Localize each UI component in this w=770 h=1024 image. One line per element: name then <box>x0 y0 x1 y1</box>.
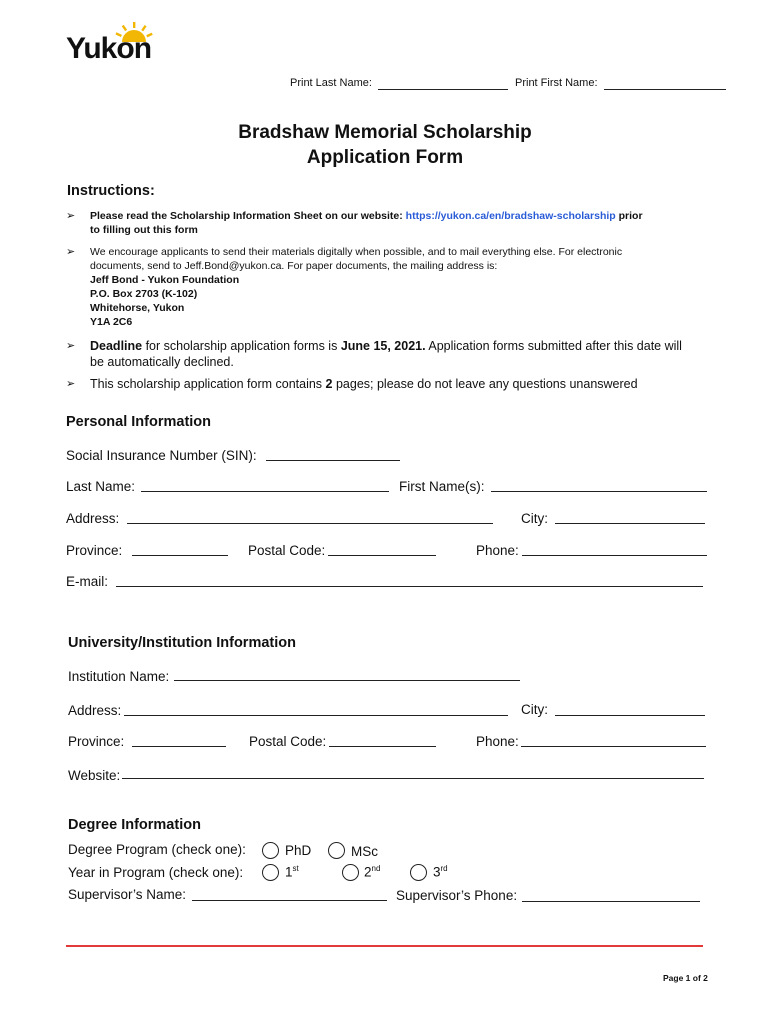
last-name-label: Last Name: <box>66 479 136 494</box>
mailing-address-line-1: Jeff Bond - Yukon Foundation <box>90 274 240 286</box>
province-label: Province: <box>66 543 123 558</box>
instruction-3-text: for scholarship application forms is <box>142 339 341 353</box>
degree-program-label: Degree Program (check one): <box>68 842 246 857</box>
institution-city-input[interactable] <box>555 715 705 716</box>
supervisor-phone-input[interactable] <box>522 901 700 902</box>
title-line-1: Bradshaw Memorial Scholarship <box>238 122 532 143</box>
year-1-radio[interactable] <box>262 864 279 881</box>
institution-phone-label: Phone: <box>476 734 519 749</box>
supervisor-name-label: Supervisor’s Name: <box>68 887 187 902</box>
institution-address-input[interactable] <box>124 715 508 716</box>
instruction-item-1 <box>90 209 643 237</box>
year-3-radio[interactable] <box>410 864 427 881</box>
university-info-heading: University/Institution Information <box>68 635 296 651</box>
institution-address-label: Address: <box>68 703 122 718</box>
institution-name-input[interactable] <box>174 680 520 681</box>
sin-input[interactable] <box>266 460 400 461</box>
print-first-name-input[interactable] <box>604 89 726 90</box>
year-2-number: 2 <box>364 864 372 880</box>
print-first-name-label: Print First Name: <box>515 77 598 89</box>
print-last-name-label: Print Last Name: <box>290 77 372 89</box>
year-3-label <box>433 864 448 880</box>
logo-text: Yukon <box>66 32 152 65</box>
province-input[interactable] <box>132 555 228 556</box>
email-label: E-mail: <box>66 574 109 589</box>
bullet-arrow-icon: ➢ <box>66 246 76 258</box>
instruction-1-line-2: to filling out this form <box>90 224 198 236</box>
year-in-program-label: Year in Program (check one): <box>68 865 244 880</box>
mailing-address-line-3: Whitehorse, Yukon <box>90 302 185 314</box>
institution-city-label: City: <box>521 702 548 717</box>
degree-info-heading: Degree Information <box>68 817 201 833</box>
postal-code-label: Postal Code: <box>248 543 326 558</box>
yukon-logo <box>66 22 160 66</box>
instruction-item-3 <box>90 338 682 370</box>
instruction-4-text-b: pages; please do not leave any questions unanswered <box>332 377 638 391</box>
instruction-1-text-b: prior <box>615 210 643 222</box>
year-1-label <box>285 864 299 880</box>
page-number: Page 1 of 2 <box>663 973 708 983</box>
mailing-address-line-4: Y1A 2C6 <box>90 316 133 328</box>
institution-postal-label: Postal Code: <box>249 734 327 749</box>
year-1-number: 1 <box>285 864 293 880</box>
personal-info-heading: Personal Information <box>66 414 212 430</box>
scholarship-link[interactable]: https://yukon.ca/en/bradshaw-scholarship <box>405 210 616 222</box>
last-name-input[interactable] <box>141 491 389 492</box>
footer-divider <box>66 945 703 947</box>
print-last-name-input[interactable] <box>378 89 508 90</box>
mailing-address-line-2: P.O. Box 2703 (K-102) <box>90 288 198 300</box>
institution-phone-input[interactable] <box>521 746 706 747</box>
sin-label: Social Insurance Number (SIN): <box>66 448 257 463</box>
year-3-suffix: rd <box>440 864 448 873</box>
phone-label: Phone: <box>476 543 519 558</box>
year-1-suffix: st <box>292 864 299 873</box>
msc-radio[interactable] <box>328 842 345 859</box>
deadline-date: June 15, 2021. <box>340 339 426 353</box>
bullet-arrow-icon: ➢ <box>66 210 76 222</box>
institution-province-input[interactable] <box>132 746 226 747</box>
year-2-radio[interactable] <box>342 864 359 881</box>
instruction-2-line-2: documents, send to Jeff.Bond@yukon.ca. For paper documents, the mailing address is: <box>90 260 498 272</box>
website-input[interactable] <box>122 778 704 779</box>
instruction-3-text-b: Application forms submitted after this date will <box>425 339 682 353</box>
first-names-label: First Name(s): <box>399 479 485 494</box>
supervisor-phone-label: Supervisor’s Phone: <box>396 888 518 903</box>
email-input[interactable] <box>116 586 703 587</box>
instruction-2-line-1: We encourage applicants to send their materials digitally when possible, and to mail everything else. For electronic <box>90 246 623 258</box>
instruction-item-2 <box>90 245 622 329</box>
address-label: Address: <box>66 511 120 526</box>
deadline-label: Deadline <box>90 339 143 353</box>
postal-code-input[interactable] <box>328 555 436 556</box>
supervisor-name-input[interactable] <box>192 900 387 901</box>
instruction-1-text: Please read the Scholarship Information Sheet on our website: <box>90 210 406 222</box>
institution-name-label: Institution Name: <box>68 669 170 684</box>
phd-label: PhD <box>285 843 312 858</box>
year-2-suffix: nd <box>371 864 381 873</box>
instructions-heading: Instructions: <box>67 183 155 199</box>
year-2-label <box>364 864 380 880</box>
institution-postal-input[interactable] <box>329 746 436 747</box>
page-title <box>0 120 770 170</box>
page-count: 2 <box>325 377 333 391</box>
address-input[interactable] <box>127 523 493 524</box>
bullet-arrow-icon: ➢ <box>66 340 76 352</box>
instruction-item-4 <box>90 376 638 392</box>
msc-label: MSc <box>351 844 378 859</box>
bullet-arrow-icon: ➢ <box>66 378 76 390</box>
first-names-input[interactable] <box>491 491 707 492</box>
title-line-2: Application Form <box>306 147 464 168</box>
phd-radio[interactable] <box>262 842 279 859</box>
website-label: Website: <box>68 768 121 783</box>
city-input[interactable] <box>555 523 705 524</box>
institution-province-label: Province: <box>68 734 125 749</box>
instruction-4-text: This scholarship application form contains <box>90 377 326 391</box>
phone-input[interactable] <box>522 555 707 556</box>
instruction-3-line-2: be automatically declined. <box>90 355 234 369</box>
year-3-number: 3 <box>433 864 441 880</box>
city-label: City: <box>521 511 548 526</box>
